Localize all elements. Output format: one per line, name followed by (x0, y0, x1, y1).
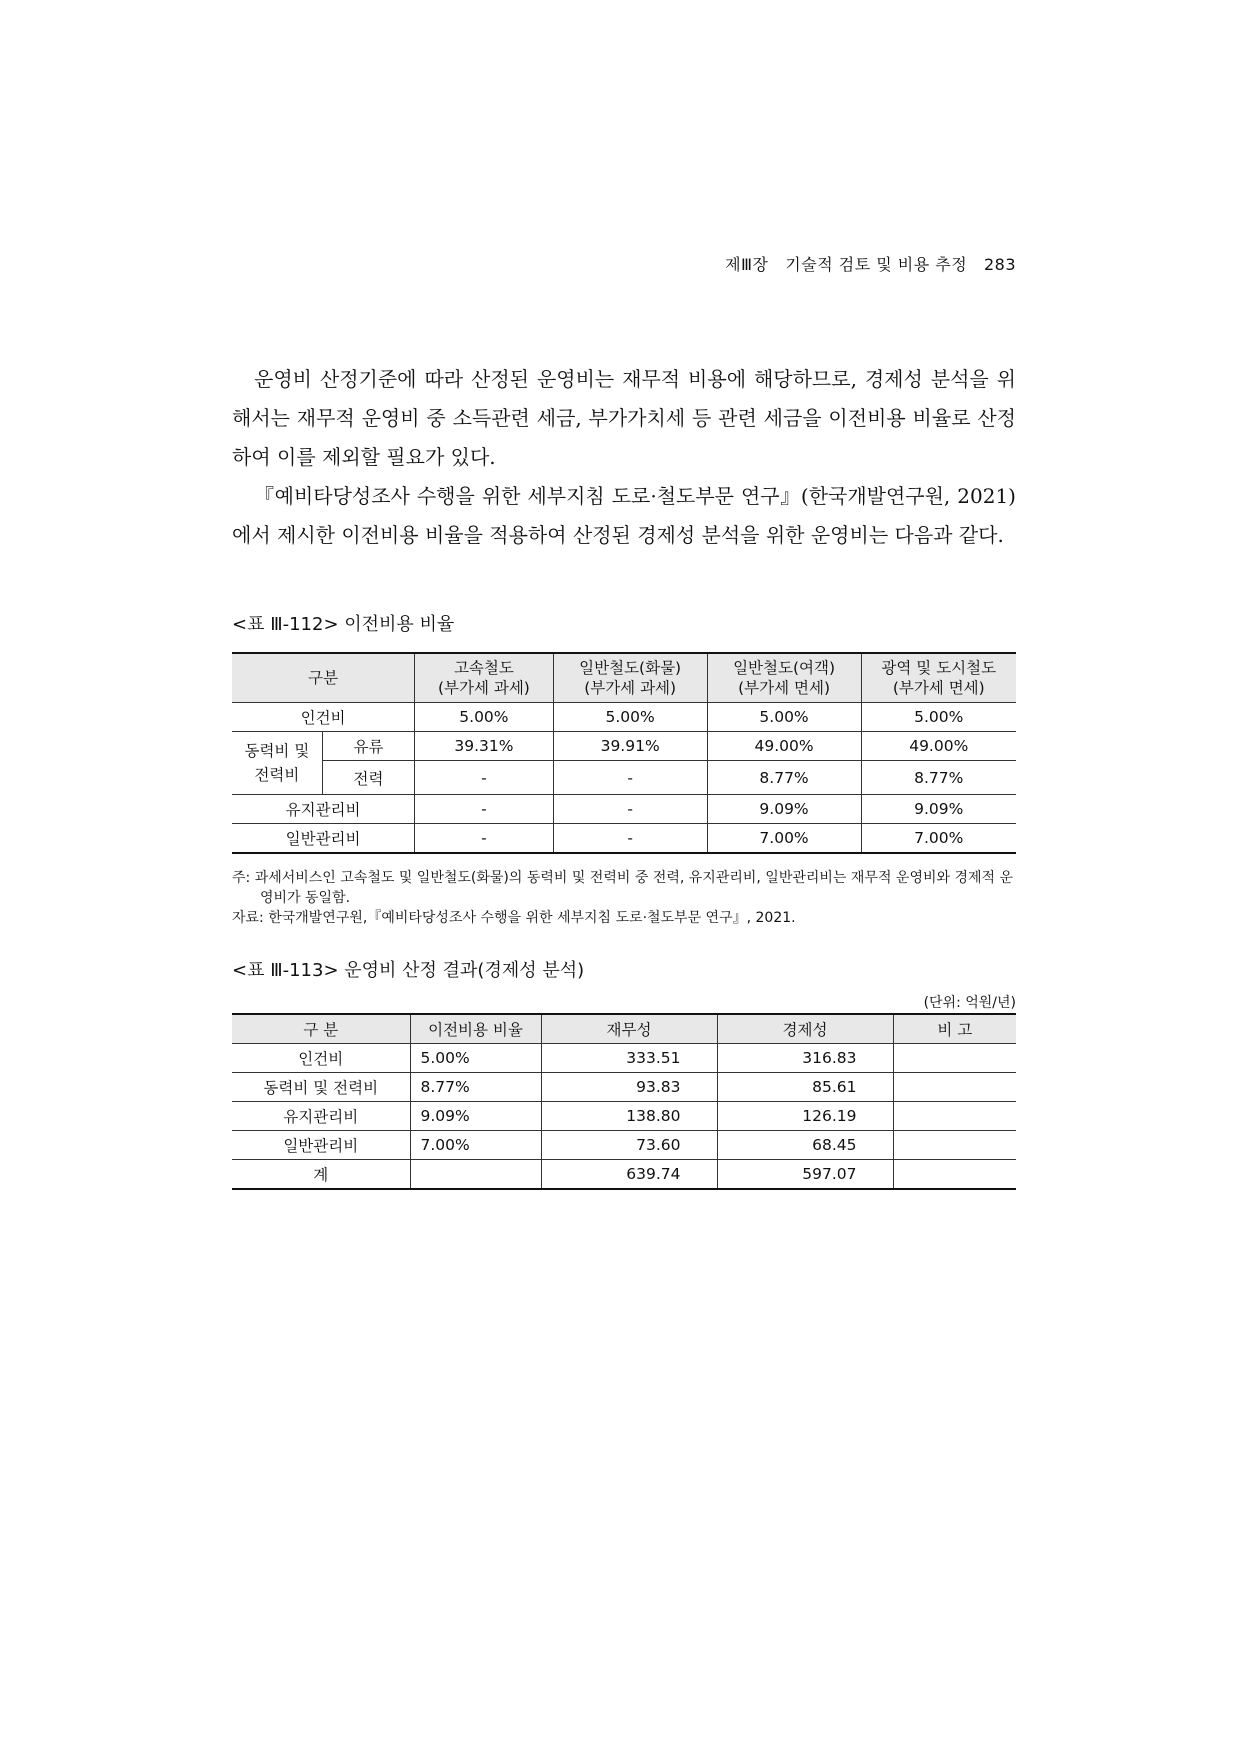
cell (893, 1102, 1016, 1131)
table-header-row (232, 653, 1016, 703)
cell: 49.00% (707, 732, 861, 761)
header-remark: 비 고 (893, 1014, 1016, 1044)
header-col: 일반철도(화물) (부가세 과세) (553, 653, 707, 703)
row-label: 유지관리비 (232, 795, 415, 824)
row-label: 유지관리비 (232, 1102, 410, 1131)
cell: 7.00% (861, 824, 1016, 854)
cell: 39.31% (415, 732, 554, 761)
table2-caption: <표 Ⅲ-113> 운영비 산정 결과(경제성 분석) (232, 960, 585, 981)
cell: 5.00% (707, 703, 861, 732)
cell (893, 1073, 1016, 1102)
header-ratio: 이전비용 비율 (410, 1014, 541, 1044)
cell: - (415, 761, 554, 795)
cell (410, 1160, 541, 1190)
table-row (232, 761, 1016, 795)
table-row (232, 824, 1016, 854)
page-number: 283 (983, 255, 1016, 274)
cell: 9.09% (861, 795, 1016, 824)
operating-cost-result-table (232, 1013, 1016, 1190)
cell: 93.83 (541, 1073, 717, 1102)
header-category: 구분 (232, 653, 415, 703)
cell: - (553, 795, 707, 824)
row-label: 일반관리비 (232, 824, 415, 854)
table-row (232, 795, 1016, 824)
header-financial: 재무성 (541, 1014, 717, 1044)
cell: 639.74 (541, 1160, 717, 1190)
cell: 8.77% (410, 1073, 541, 1102)
header-economic: 경제성 (717, 1014, 893, 1044)
paragraph: 운영비 산정기준에 따라 산정된 운영비는 재무적 비용에 해당하므로, 경제성 분석을 위해서는 재무적 운영비 중 소득관련 세금, 부가가치세 등 관련 세금을 이전비용 비율로 산정하여 이를 제외할 필요가 있다. (232, 367, 1016, 469)
cell: - (553, 761, 707, 795)
table-source: 자료: 한국개발연구원,『예비타당성조사 수행을 위한 세부지침 도로·철도부문 연구』, 2021. (232, 910, 796, 926)
body-text (232, 360, 1016, 555)
cell: - (553, 824, 707, 854)
cell: 85.61 (717, 1073, 893, 1102)
cell (893, 1160, 1016, 1190)
cell (893, 1131, 1016, 1160)
table-note: 주: 과세서비스인 고속철도 및 일반철도(화물)의 동력비 및 전력비 중 전력, 유지관리비, 일반관리비는 재무적 운영비와 경제적 운영비가 동일함. (232, 870, 1014, 906)
cell: 333.51 (541, 1044, 717, 1073)
table-header-row (232, 1014, 1016, 1044)
cell: 49.00% (861, 732, 1016, 761)
chapter-title: 기술적 검토 및 비용 추정 (785, 255, 968, 274)
table-row (232, 1044, 1016, 1073)
row-label: 전력 (322, 761, 414, 795)
table1-notes (232, 868, 1016, 928)
cell: 5.00% (553, 703, 707, 732)
chapter-label: 제Ⅲ장 (725, 255, 769, 274)
cell: - (415, 824, 554, 854)
paragraph: 『예비타당성조사 수행을 위한 세부지침 도로·철도부문 연구』(한국개발연구원, 2021)에서 제시한 이전비용 비율을 적용하여 산정된 경제성 분석을 위한 운영비는 다음과 같다. (232, 484, 1016, 547)
cell: 8.77% (707, 761, 861, 795)
cell: 39.91% (553, 732, 707, 761)
table-total-row (232, 1160, 1016, 1190)
row-label: 일반관리비 (232, 1131, 410, 1160)
row-label: 계 (232, 1160, 410, 1190)
cell: 7.00% (410, 1131, 541, 1160)
cell: 5.00% (861, 703, 1016, 732)
header-col: 광역 및 도시철도 (부가세 면세) (861, 653, 1016, 703)
row-label: 동력비 및 전력비 (232, 1073, 410, 1102)
header-col: 고속철도 (부가세 과세) (415, 653, 554, 703)
cell: 73.60 (541, 1131, 717, 1160)
table-row (232, 1131, 1016, 1160)
row-group-label: 동력비 및 전력비 (232, 732, 322, 795)
cell: 316.83 (717, 1044, 893, 1073)
table-row (232, 732, 1016, 761)
cell (893, 1044, 1016, 1073)
cell: 5.00% (410, 1044, 541, 1073)
table-row (232, 1073, 1016, 1102)
header-category: 구 분 (232, 1014, 410, 1044)
table1-caption: <표 Ⅲ-112> 이전비용 비율 (232, 614, 455, 635)
cell: 68.45 (717, 1131, 893, 1160)
cell: 9.09% (410, 1102, 541, 1131)
cell: 7.00% (707, 824, 861, 854)
table-row (232, 703, 1016, 732)
row-label: 유류 (322, 732, 414, 761)
cell: - (415, 795, 554, 824)
row-label: 인건비 (232, 1044, 410, 1073)
row-label: 인건비 (232, 703, 415, 732)
cell: 597.07 (717, 1160, 893, 1190)
cell: 9.09% (707, 795, 861, 824)
cell: 138.80 (541, 1102, 717, 1131)
cell: 5.00% (415, 703, 554, 732)
cell: 126.19 (717, 1102, 893, 1131)
table2-unit: (단위: 억원/년) (923, 995, 1016, 1011)
cell: 8.77% (861, 761, 1016, 795)
running-header (232, 252, 1016, 275)
transfer-cost-ratio-table (232, 652, 1016, 854)
header-col: 일반철도(여객) (부가세 면세) (707, 653, 861, 703)
table-row (232, 1102, 1016, 1131)
